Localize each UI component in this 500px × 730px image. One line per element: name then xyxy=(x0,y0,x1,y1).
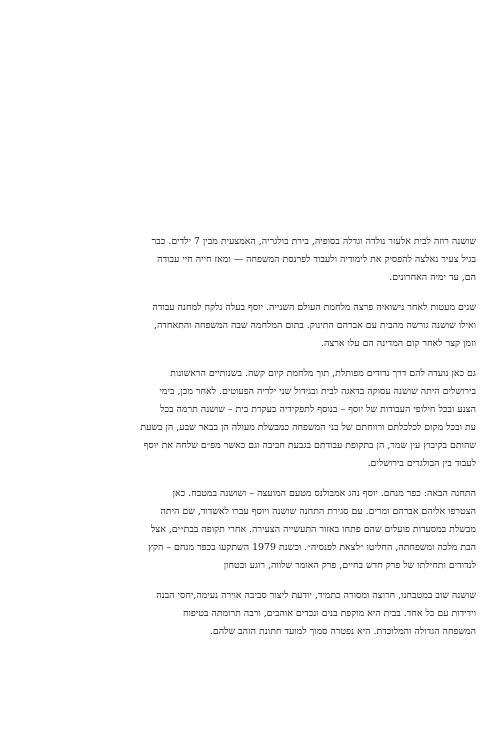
text-line: הם, עד ימיה האחרונים. xyxy=(389,272,476,283)
text-line: שהותם בקיבוץ עין שמר, הן בתקופת עבודתם בגבעת חביבה וגם כאשר מפ״ם שלחה את יוסף xyxy=(143,440,476,451)
paragraph-2 xyxy=(24,299,476,353)
text-line: התחנה הבאה: כפר מנחם. יוסף נהג אמבולנס מטעם המועצה – ושושנה במטבח. כאן xyxy=(172,488,476,499)
text-line: וידידות עם כל אחד. בבית היא מוקפת בנים ונכדים אוהבים, ורבה תרומתה בטיפוח xyxy=(182,608,476,619)
text-line: הבת מלכה ומשפחתה, החליטו ״לצאת לפנסיה״. וכשנת 1979 השתקעו בכפר מנחם – הקץ xyxy=(148,542,476,553)
text-line: הצנע ובכל חילופי העבודות של יוסף – בנוסף לתפקידיה כעקרת בית – שושנה תרמה בכל xyxy=(160,404,476,415)
text-line: שושנה שוב במטבחנו, חרוצה ומסורה כתמיד, יודעת ליצור סביבה אוירה נעימה,יחסי הבנה xyxy=(156,590,476,601)
text-line: בגיל צעיר נאלצה להפסיק את לימודיה ולעבוד לפרנסת המשפחה — ומאז חייה חיי עבודה xyxy=(157,254,476,265)
text-line: המשפחה הגדולה והמלוכדת. היא נפטרה סמוך למועד חתונת הזהב שלהם. xyxy=(209,626,476,637)
text-line: לנדודים ותחילתו של פרק חדש בחיים, פרק האומר שלווה, רוגע ובטחון xyxy=(223,560,476,571)
paragraph-4 xyxy=(24,485,476,575)
text-line: גם כאן נועדה להם דרך נדודים מפותלת, תוך מלחמת קיום קשה. בשנותיים הראשונות xyxy=(170,368,476,379)
text-line: מבשלת במסעדות פועלים שהם פתחו באזור התעשייה הצעירה. אחרי תקופה בבת״ים, אצל xyxy=(150,524,476,535)
text-line: וזמן קצר לאחר קום המדינה הם עלו ארצה. xyxy=(321,338,476,349)
paragraph-3 xyxy=(24,365,476,473)
text-line: בירושלים היתה שושנה עסוקה בדאגה לבית ובגידול שני ילדיה הפעוטים. לאחר מכן, בימי xyxy=(159,386,476,397)
memorial-text-column xyxy=(24,233,476,653)
paragraph-1 xyxy=(24,233,476,287)
text-line: לעבוד בין הבולגרים בירושלים. xyxy=(367,458,476,469)
text-line: שושנה רוזה לבית אלעזר נולדה וגדלה בסופיה, בירת בולגריה, האמצעית מבין 7 ילדים. כבר xyxy=(151,236,476,247)
paragraph-5 xyxy=(24,587,476,641)
text-line: הצטרפו אליהם אברהם ומרים. עם סגירת התחנה שושנה ויוסף עברו לאשדוד, שם היתה xyxy=(160,506,476,517)
text-line: ואילו שושנה גורשה מהבית עם אברהם התינוק. בתום המלחמה שבה המשפחה והתאחדה, xyxy=(154,320,476,331)
text-line: שנים מעטות לאחר נישואיה פרצה מלחמת העולם השנייה. יוסף בעלה נלקח למחנה עבודה xyxy=(152,302,476,313)
text-line: עת ובכל מקום לכלכלתם ורווחתם של בני המשפחה כמבשלת מעולה הן בבאר שבע, הן בשעת xyxy=(140,422,476,433)
